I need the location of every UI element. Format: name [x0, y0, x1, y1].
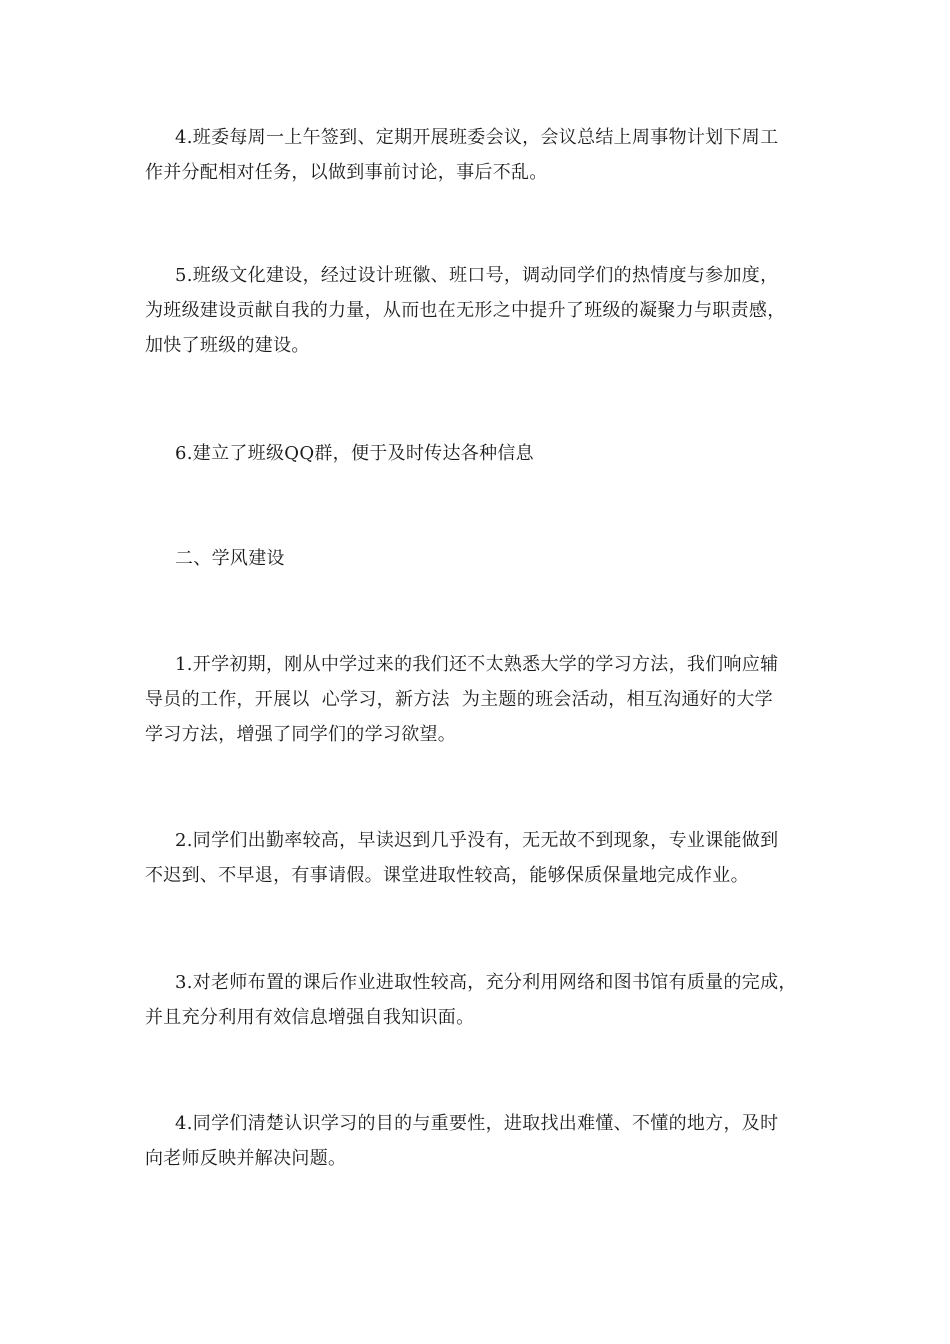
paragraph-attendance — [145, 823, 815, 893]
paragraph-line: 向老师反映并解决问题。 — [145, 1148, 347, 1169]
paragraph-line: 不迟到、不早退，有事请假。课堂进取性较高，能够保质保量地完成作业。 — [145, 865, 749, 886]
paragraph-study-purpose — [145, 1106, 815, 1176]
paragraph-study-methods — [145, 647, 815, 752]
paragraph-class-culture — [145, 258, 815, 363]
paragraph-line: 作并分配相对任务，以做到事前讨论，事后不乱。 — [145, 162, 548, 183]
paragraph-line: 学习方法，增强了同学们的学习欲望。 — [145, 724, 457, 745]
paragraph-line: 为班级建设贡献自我的力量，从而也在无形之中提升了班级的凝聚力与职责感， — [145, 300, 786, 321]
section-heading-text: 二、学风建设 — [175, 548, 285, 569]
paragraph-line: 1.开学初期，刚从中学过来的我们还不太熟悉大学的学习方法，我们响应辅 — [175, 654, 779, 675]
section-heading-study-style — [145, 541, 815, 576]
paragraph-line: 加快了班级的建设。 — [145, 335, 310, 356]
paragraph-class-committee-meeting — [145, 120, 815, 190]
paragraph-line: 导员的工作，开展以 心学习，新方法 为主题的班会活动，相互沟通好的大学 — [145, 689, 773, 710]
paragraph-line: 6.建立了班级QQ群，便于及时传达各种信息 — [175, 443, 534, 464]
paragraph-line: 4.班委每周一上午签到、定期开展班委会议，会议总结上周事物计划下周工 — [175, 127, 779, 148]
paragraph-line: 2.同学们出勤率较高，早读迟到几乎没有，无无故不到现象，专业课能做到 — [175, 830, 779, 851]
paragraph-line: 3.对老师布置的课后作业进取性较高，充分利用网络和图书馆有质量的完成， — [175, 972, 797, 993]
paragraph-qq-group — [145, 436, 815, 471]
paragraph-line: 5.班级文化建设，经过设计班徽、班口号，调动同学们的热情度与参加度， — [175, 265, 779, 286]
paragraph-homework — [145, 965, 815, 1035]
paragraph-line: 并且充分利用有效信息增强自我知识面。 — [145, 1007, 475, 1028]
paragraph-line: 4.同学们清楚认识学习的目的与重要性，进取找出难懂、不懂的地方，及时 — [175, 1113, 779, 1134]
